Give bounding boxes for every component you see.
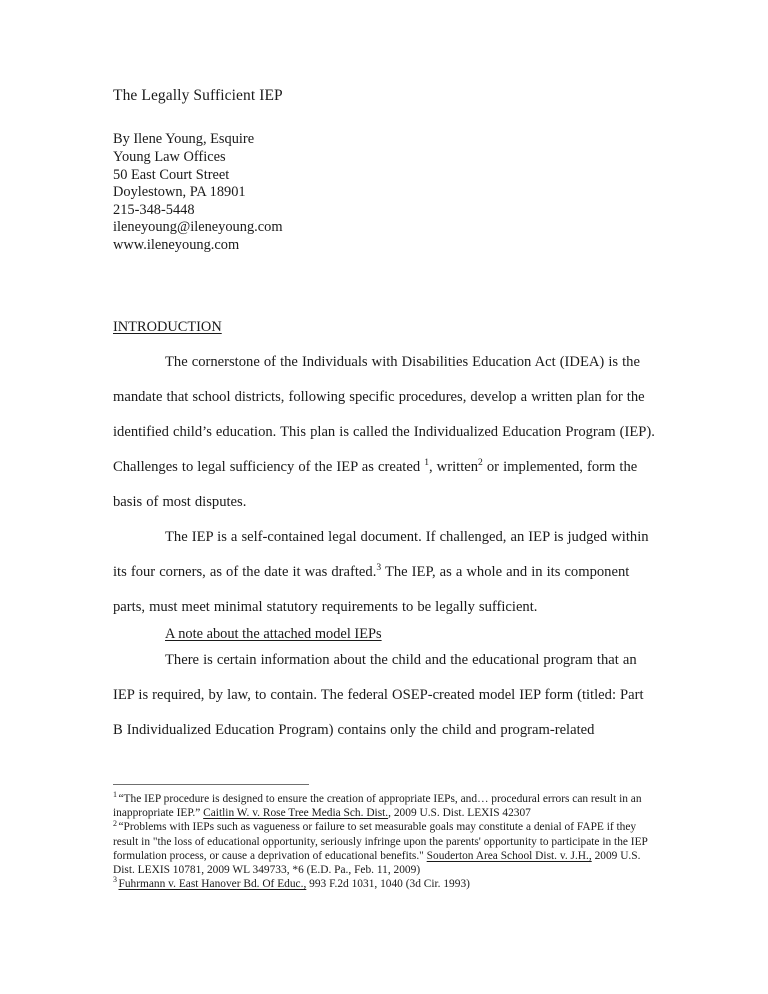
paragraph-self-contained xyxy=(113,520,656,625)
author-name: By Ilene Young, Esquire xyxy=(113,131,255,148)
author-phone: 215-348-5448 xyxy=(113,201,195,218)
author-email: ileneyoung@ileneyoung.com xyxy=(113,219,283,236)
footnote-marker-3: 3 xyxy=(376,561,382,573)
footnote-3-text-after: 993 F.2d 1031, 1040 (3d Cir. 1993) xyxy=(306,878,470,891)
author-firm: Young Law Offices xyxy=(113,148,226,165)
paragraph-cornerstone-part-c: or implemented, form the basis of most disputes. xyxy=(113,458,638,510)
author-street: 50 East Court Street xyxy=(113,166,230,183)
document-body xyxy=(113,86,656,748)
footnote-marker-1: 1 xyxy=(424,456,429,468)
page-title: The Legally Sufficient IEP xyxy=(113,87,283,104)
paragraph-self-contained-part-b: The IEP, as a whole and in its component parts, must meet minimal statutory requirements to be legally sufficient. xyxy=(113,563,630,615)
footnote-3-case-name: Fuhrmann v. East Hanover Bd. Of Educ., xyxy=(118,878,307,891)
footnote-number-3: 3 xyxy=(113,875,117,885)
paragraph-required-information: There is certain information about the child and the educational program that an IEP is required, by law, to contain. The federal OSEP-created model IEP form (titled: Part B Individualized Education Program) contains only the child and program-related xyxy=(113,652,644,739)
footnote-1-case-name: Caitlin W. v. Rose Tree Media Sch. Dist. xyxy=(203,807,389,820)
paragraph-cornerstone-part-a: The cornerstone of the Individuals with Disabilities Education Act (IDEA) is the mandate that school districts, following specific procedures, develop a written plan for the identified child’s education. This plan is called the Individualized Education Program (IEP). Challenges to legal sufficiency of the IEP as created xyxy=(113,353,655,475)
author-website: www.ileneyoung.com xyxy=(113,236,240,253)
footnote-section xyxy=(113,784,663,891)
footnote-number-1: 1 xyxy=(113,790,117,800)
footnote-separator-rule xyxy=(113,784,309,785)
paragraph-self-contained-part-a: The IEP is a self-contained legal document. If challenged, an IEP is judged within its four corners, as of the date it was drafted. xyxy=(113,528,649,580)
author-city-state-zip: Doylestown, PA 18901 xyxy=(113,184,246,201)
footnote-1-text-before: “The IEP procedure is designed to ensure the creation of appropriate IEPs, and… procedural errors can result in an inappropriate IEP.” xyxy=(113,793,642,820)
footnote-1-text-after: , 2009 U.S. Dist. LEXIS 42307 xyxy=(388,807,531,820)
introduction-heading-wrap xyxy=(113,255,656,336)
footnote-marker-2: 2 xyxy=(478,456,483,468)
sub-heading-wrap xyxy=(113,625,656,643)
author-block xyxy=(113,131,656,254)
paragraph-cornerstone xyxy=(113,345,656,520)
footnote-2-text-before: “Problems with IEPs such as vagueness or failure to set measurable goals may constitute a denial of FAPE if they result in "the loss of educational opportunity, seriously infringe upon the parents' opportunity to participate in the IEP formulation process, or cause a deprivation of educational benefits." xyxy=(113,821,648,862)
footnote-item-3 xyxy=(113,877,663,891)
paragraph-cornerstone-part-b: , written xyxy=(428,458,479,475)
footnote-2-text-after: 2009 U.S. Dist. LEXIS 10781, 2009 WL 349733, *6 (E.D. Pa., Feb. 11, 2009) xyxy=(113,849,641,877)
footnote-item-2 xyxy=(113,820,663,877)
section-heading-introduction: INTRODUCTION xyxy=(113,318,222,335)
footnote-item-1 xyxy=(113,792,663,820)
sub-heading-model-ieps: A note about the attached model IEPs xyxy=(165,625,382,642)
footnote-2-case-name: Souderton Area School Dist. v. J.H., xyxy=(426,849,592,862)
footnote-number-2: 2 xyxy=(113,818,117,828)
